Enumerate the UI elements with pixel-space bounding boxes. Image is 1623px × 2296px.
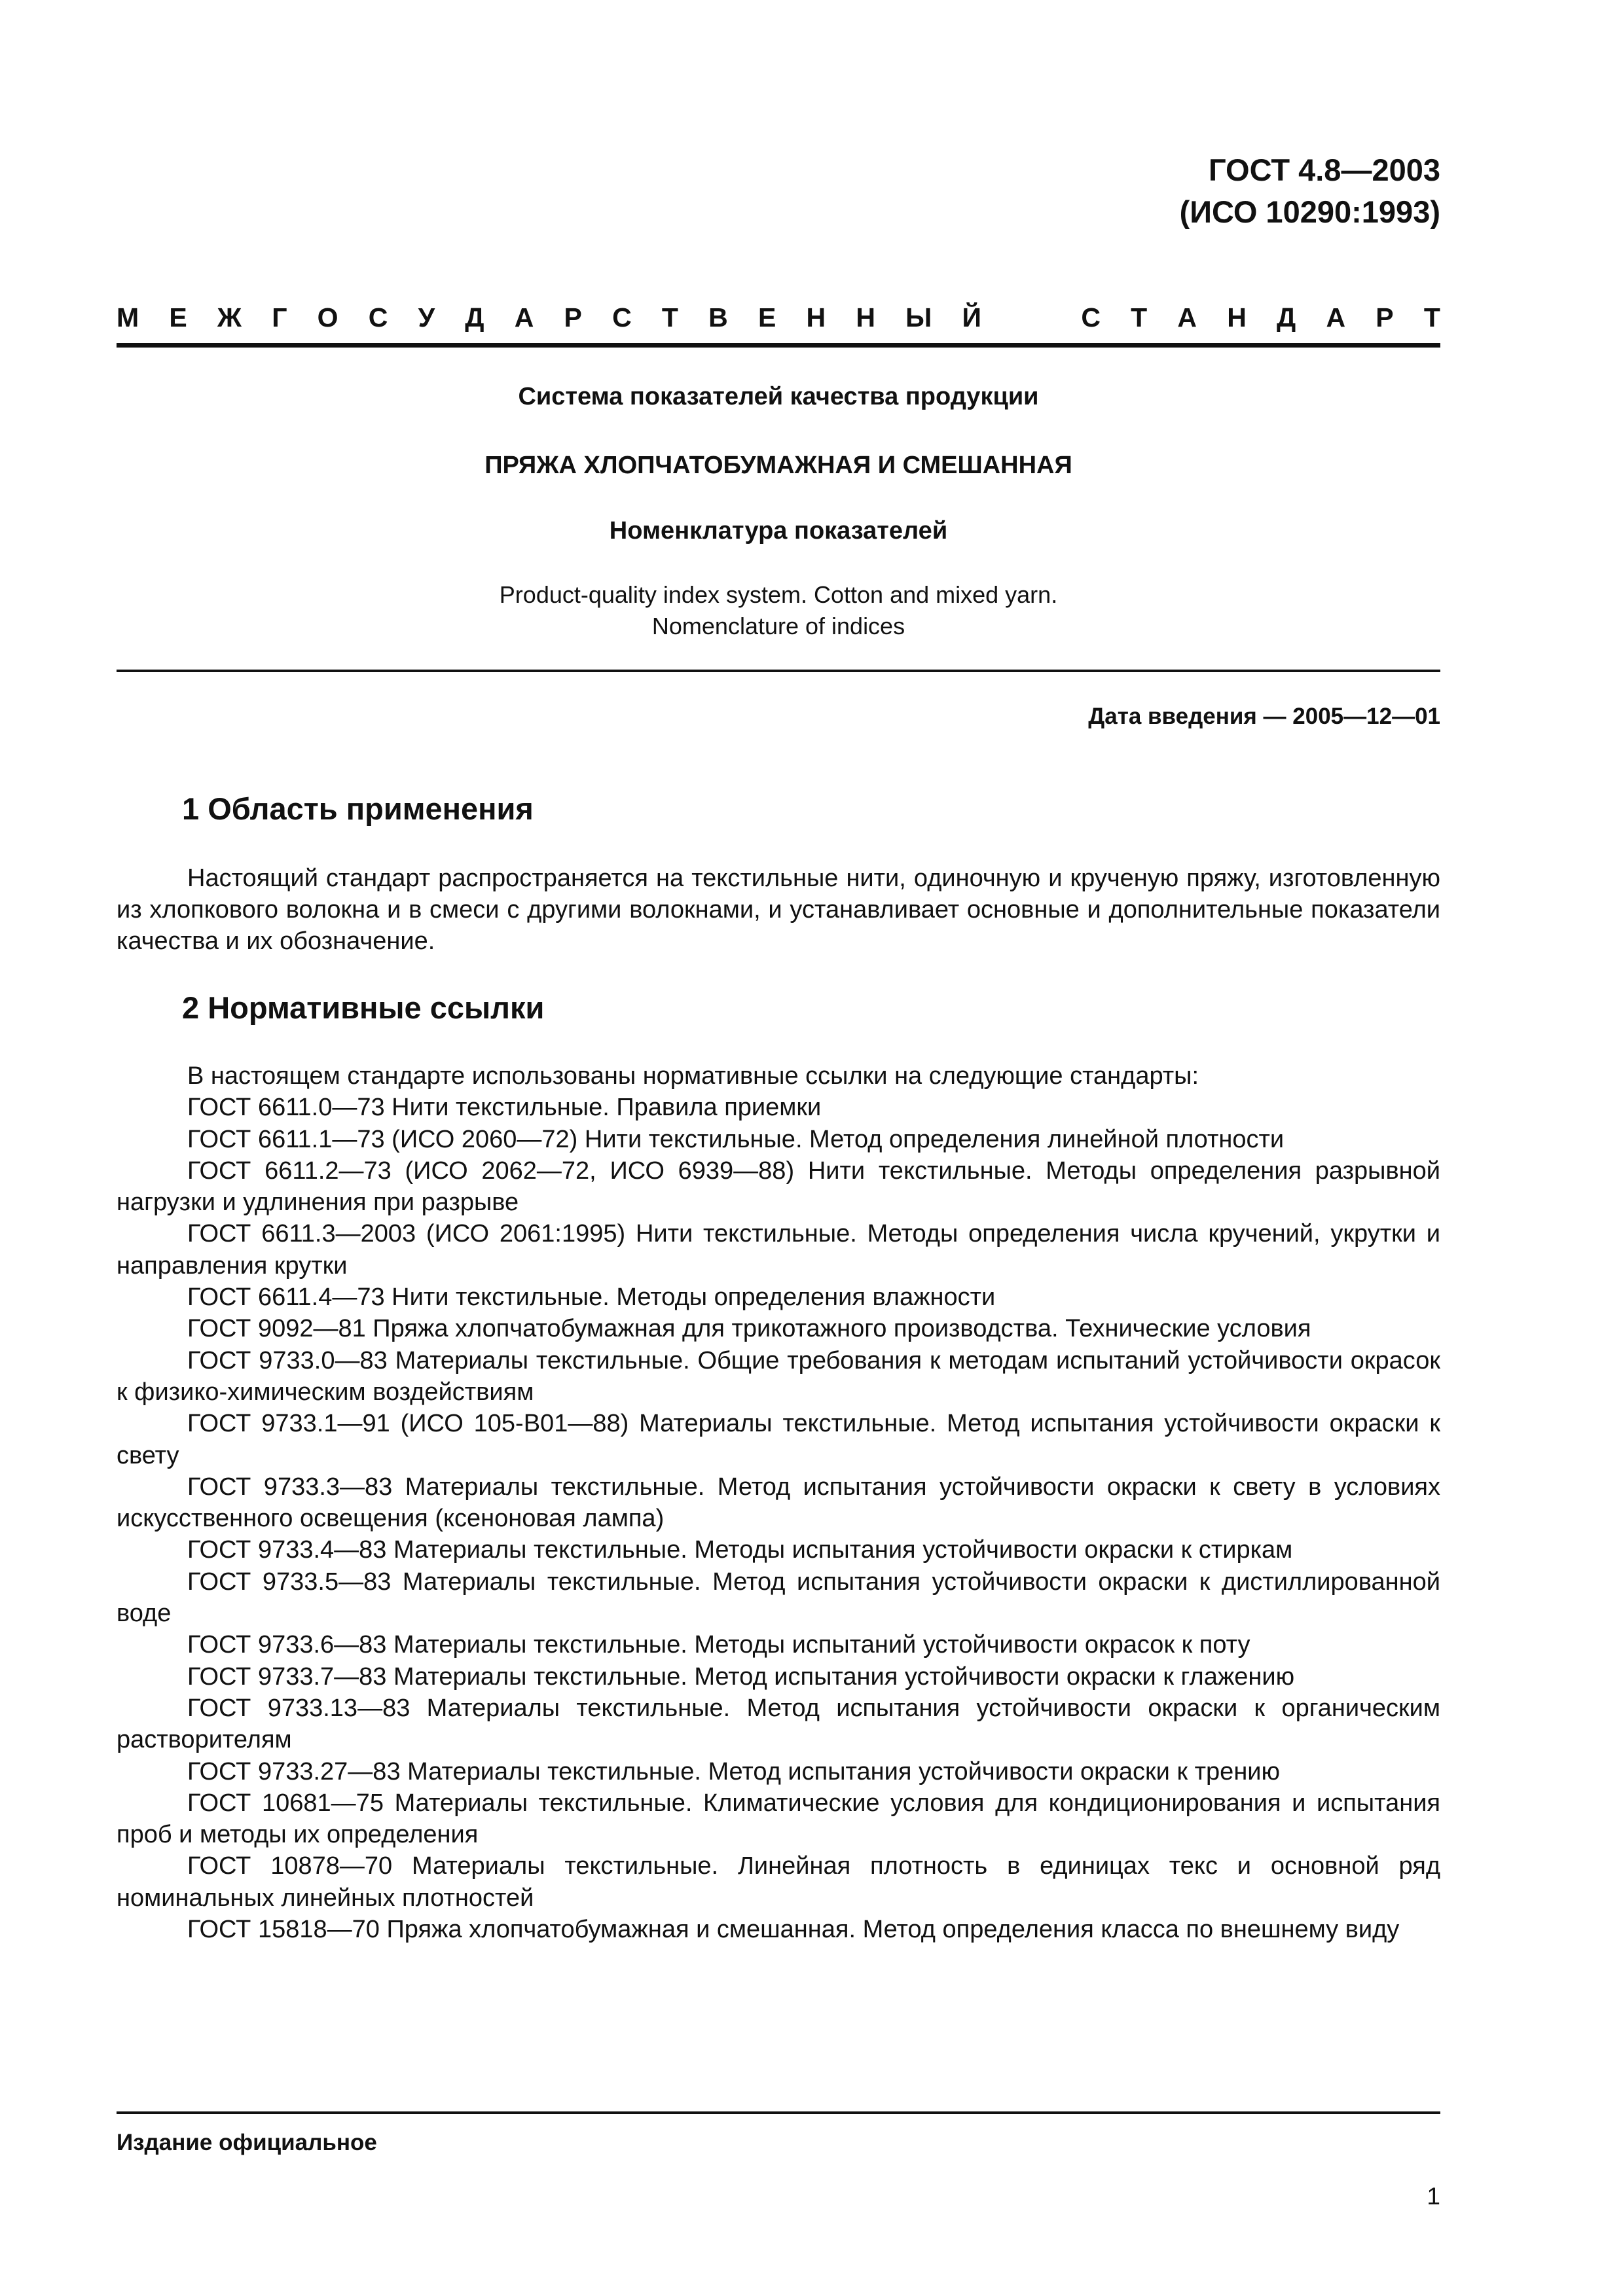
reference-item: ГОСТ 9733.7—83 Материалы текстильные. Метод испытания устойчивости окраски к глажению [187,1662,1295,1691]
reference-item: ГОСТ 6611.3—2003 (ИСО 2061:1995) Нити текстильные. Методы определения числа кручений, укрутки и направления крутки [117,1220,1440,1280]
banner-letter: Т [661,302,678,332]
banner-letter: О [317,302,338,332]
banner-divider [117,343,1440,348]
reference-item: ГОСТ 9733.5—83 Материалы текстильные. Метод испытания устойчивости окраски к дистиллированной воде [117,1568,1440,1628]
reference-item: ГОСТ 9733.13—83 Материалы текстильные. Метод испытания устойчивости окраски к органическим растворителям [117,1694,1440,1754]
banner-letter: Г [272,302,287,332]
reference-item: ГОСТ 6611.0—73 Нити текстильные. Правила приемки [187,1094,822,1122]
nomenclature-subtitle: Номенклатура показателей [609,517,948,545]
banner-letter: Т [1423,302,1440,332]
reference-item: ГОСТ 10681—75 Материалы текстильные. Климатические условия для кондиционирования и испытания проб и методы их определения [117,1789,1440,1849]
section-2-heading: 2 Нормативные ссылки [182,990,545,1025]
banner-letter: Н [1227,302,1247,332]
reference-item: ГОСТ 9733.4—83 Материалы текстильные. Методы испытания устойчивости окраски к стиркам [187,1536,1293,1564]
section-1-text [117,863,1440,957]
english-title-line1: Product-quality index system. Cotton and mixed yarn. [499,581,1058,608]
normative-references-list [117,1060,1440,1945]
banner-letter: С [368,302,388,332]
reference-item: ГОСТ 9733.6—83 Материалы текстильные. Методы испытаний устойчивости окрасок к поту [187,1631,1250,1659]
scope-paragraph: Настоящий стандарт распространяется на текстильные нити, одиночную и крученую пряжу, изготовленную из хлопкового волокна и в смеси с другими волокнами, и устанавливает основные и дополнительные показатели качества и их обозначение. [117,865,1440,955]
banner-letter: Д [1277,302,1296,332]
standard-designation [1180,149,1440,233]
banner-letter: Р [564,302,582,332]
document-page [117,0,1440,2296]
banner-letter: С [612,302,632,332]
english-title-line2: Nomenclature of indices [651,613,905,639]
reference-item: ГОСТ 9092—81 Пряжа хлопчатобумажная для трикотажного производства. Технические условия [187,1315,1311,1343]
system-title: Система показателей качества продукции [518,383,1039,410]
reference-item: ГОСТ 15818—70 Пряжа хлопчатобумажная и смешанная. Метод определения класса по внешнему виду [187,1916,1400,1944]
reference-item: ГОСТ 9733.1—91 (ИСО 105-В01—88) Материалы текстильные. Метод испытания устойчивости окраски к свету [117,1410,1440,1469]
banner-letter: В [708,302,728,332]
banner-letter: Р [1376,302,1394,332]
banner-letter: Ж [217,302,242,332]
banner-letter: Е [169,302,187,332]
banner-letter: М [117,302,139,332]
banner-letter: А [514,302,534,332]
designation-iso: (ИСО 10290:1993) [1179,194,1440,229]
banner-letter: С [1081,302,1101,332]
introduction-date: Дата введения — 2005—12—01 [1088,704,1440,729]
interstate-standard-banner [117,298,1440,337]
product-title: ПРЯЖА ХЛОПЧАТОБУМАЖНАЯ И СМЕШАННАЯ [484,452,1072,479]
reference-item: ГОСТ 6611.2—73 (ИСО 2062—72, ИСО 6939—88) Нити текстильные. Методы определения разрывной нагрузки и удлинения при разрыве [117,1157,1440,1217]
section-1-heading: 1 Область применения [182,791,534,826]
reference-item: ГОСТ 9733.27—83 Материалы текстильные. Метод испытания устойчивости окраски к трению [187,1757,1281,1785]
banner-letter: Н [806,302,826,332]
references-intro: В настоящем стандарте использованы нормативные ссылки на следующие стандарты: [187,1062,1199,1090]
footer-divider [117,2111,1440,2114]
reference-item: ГОСТ 6611.4—73 Нити текстильные. Методы определения влажности [187,1283,996,1312]
banner-letter: Й [962,302,981,332]
reference-item: ГОСТ 9733.0—83 Материалы текстильные. Общие требования к методам испытаний устойчивости окрасок к физико-химическим воздействиям [117,1346,1440,1406]
banner-letter: А [1177,302,1197,332]
banner-letter: Н [856,302,875,332]
banner-letter: Ы [905,302,932,332]
designation-gost: ГОСТ 4.8—2003 [1208,152,1440,187]
banner-letter: Е [757,302,776,332]
reference-item: ГОСТ 10878—70 Материалы текстильные. Линейная плотность в единицах текс и основной ряд номинальных линейных плотностей [117,1852,1440,1912]
reference-item: ГОСТ 9733.3—83 Материалы текстильные. Метод испытания устойчивости окраски к свету в условиях искусственного освещения (ксеноновая лампа) [117,1473,1440,1533]
official-edition-label: Издание официальное [117,2130,377,2155]
reference-item: ГОСТ 6611.1—73 (ИСО 2060—72) Нити текстильные. Метод определения линейной плотности [187,1125,1285,1153]
banner-letter: У [418,302,435,332]
banner-letter: А [1326,302,1346,332]
banner-letter: Т [1131,302,1148,332]
title-divider [117,670,1440,672]
page-number: 1 [1427,2183,1440,2210]
banner-letter: Д [465,302,484,332]
